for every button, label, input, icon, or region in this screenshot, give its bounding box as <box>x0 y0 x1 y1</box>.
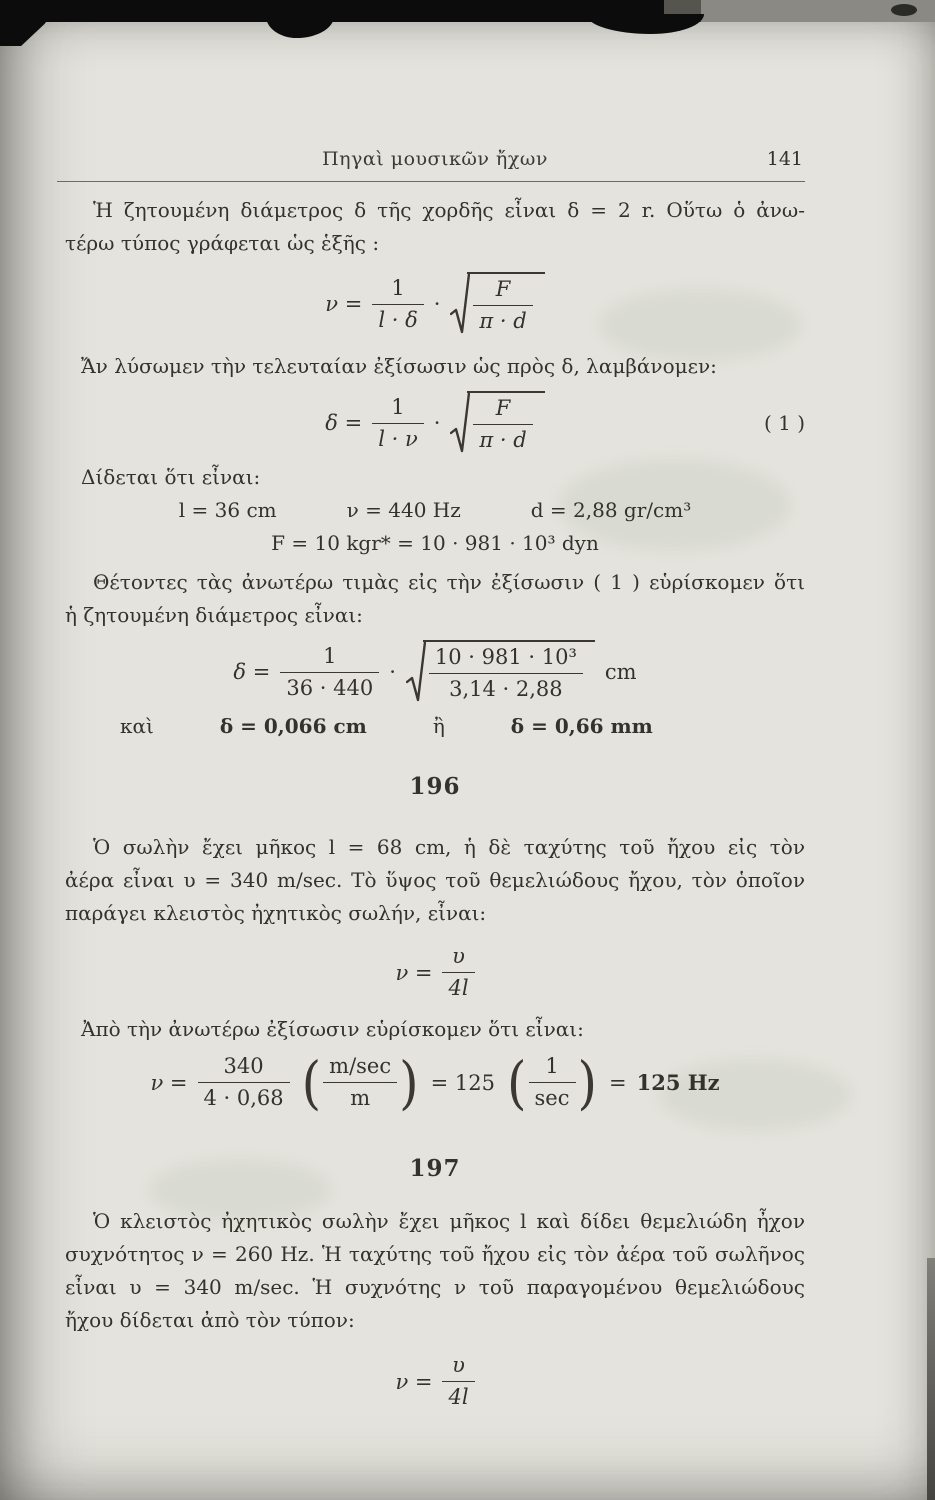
close-paren: ) <box>399 1049 419 1116</box>
numerator: 1 <box>323 643 337 668</box>
square-root <box>450 391 544 455</box>
fraction-bar <box>529 1082 576 1083</box>
page-number: 141 <box>766 148 803 170</box>
open-paren: ( <box>507 1049 527 1116</box>
denominator: 4 · 0,68 <box>203 1086 284 1110</box>
scan-tear-artifact <box>891 4 917 16</box>
equation-number: ( 1 ) <box>763 411 805 435</box>
problem-number-197: 197 <box>409 1155 461 1182</box>
formula-lhs: ν = <box>325 292 363 316</box>
numerator: υ <box>452 944 465 968</box>
fraction <box>442 1353 474 1410</box>
formula-closed-pipe <box>65 1353 805 1410</box>
radicand <box>467 272 544 336</box>
multiplication-dot: · <box>433 411 441 435</box>
equals-value: = 125 <box>430 1070 496 1095</box>
numerator: 340 <box>223 1054 264 1078</box>
paragraph-line: τέρω τύπος γράφεται ὡς ἑξῆς : <box>65 231 380 255</box>
fraction <box>442 944 474 1001</box>
paragraph-line: Ἀπὸ τὴν ἀνωτέρω ἐξίσωσιν εὑρίσκομεν ὅτι εἶναι: <box>81 1017 584 1041</box>
formula-diameter <box>65 391 805 455</box>
numerator: m/sec <box>329 1054 392 1078</box>
fraction <box>280 644 379 701</box>
paragraph-line: εἶναι υ = 340 m/sec. Ἡ συχνότης ν τοῦ παραγομένου θεμελιώδους <box>65 1275 805 1299</box>
formula-lhs: δ = <box>233 660 271 684</box>
multiplication-dot: · <box>389 660 396 684</box>
fraction <box>323 1054 397 1111</box>
fraction-bar <box>323 1082 397 1083</box>
result-word: καὶ <box>120 714 154 738</box>
result-word: ἢ <box>432 714 445 738</box>
given-values-row <box>65 494 805 527</box>
formula-frequency-numeric <box>65 1049 805 1116</box>
fraction <box>473 277 532 334</box>
header-rule <box>57 181 805 182</box>
fraction-bar <box>442 972 474 973</box>
denominator: 36 · 440 <box>286 675 374 700</box>
paragraph-line: συχνότητος ν = 260 Hz. Ἡ ταχύτης τοῦ ἤχου εἰς τὸν ἀέρα τοῦ σωλῆνος <box>65 1242 805 1266</box>
given-values-row <box>65 527 805 560</box>
fraction-bar <box>372 304 423 305</box>
fraction-bar <box>429 673 583 674</box>
formula-lhs: ν = <box>395 1369 433 1394</box>
given-value: d = 2,88 gr/cm³ <box>530 498 692 522</box>
result-value: δ = 0,66 mm <box>510 714 653 738</box>
denominator: l · δ <box>378 307 418 332</box>
denominator: π · d <box>479 309 527 333</box>
fraction-bar <box>198 1082 290 1083</box>
fraction <box>429 645 583 702</box>
close-paren: ) <box>577 1049 598 1116</box>
paragraph-line: Ὁ σωλὴν ἔχει μῆκος l = 68 cm, ἡ δὲ ταχύτης τοῦ ἤχου εἰς τὸν <box>93 835 805 859</box>
open-paren: ( <box>301 1049 322 1116</box>
numerator: 10 · 981 · 10³ <box>434 645 577 669</box>
denominator: π · d <box>479 428 527 452</box>
fraction-bar <box>473 305 532 306</box>
fraction-bar <box>372 423 424 424</box>
radicand <box>423 640 595 704</box>
formula-closed-pipe <box>65 944 805 1001</box>
fraction <box>473 396 532 453</box>
fraction-bar <box>280 672 379 673</box>
denominator: 3,14 · 2,88 <box>449 677 563 701</box>
formula-diameter-numeric <box>65 640 805 704</box>
formula-string-frequency <box>65 272 805 336</box>
numerator: F <box>495 277 511 301</box>
square-root <box>450 272 544 336</box>
paragraph-line: ἤχου δίδεται ἀπὸ τὸν τύπον: <box>65 1308 355 1332</box>
numerator: F <box>495 396 511 420</box>
paragraph-line: Ἄν λύσωμεν τὴν τελευταίαν ἐξίσωσιν ὡς πρὸς δ, λαμβάνομεν: <box>81 354 717 378</box>
formula-lhs: δ = <box>325 411 363 435</box>
formula-lhs: ν = <box>395 960 433 985</box>
problem-number-196: 196 <box>409 773 461 800</box>
result-value: δ = 0,066 cm <box>219 714 367 738</box>
multiplication-dot: · <box>433 292 441 316</box>
radicand <box>467 391 544 455</box>
fraction <box>529 1054 576 1111</box>
page-content <box>65 146 805 1410</box>
denominator: m <box>350 1086 371 1110</box>
paragraph-line: παράγει κλειστὸς ἠχητικὸς σωλήν, εἶναι: <box>65 901 487 925</box>
paragraph-line: Ἡ ζητουμένη διάμετρος δ τῆς χορδῆς εἶναι δ = 2 r. Οὕτω ὁ ἀνω- <box>93 198 805 222</box>
numerator: υ <box>452 1353 465 1377</box>
unit-label: cm <box>604 660 637 684</box>
fraction <box>198 1054 290 1111</box>
denominator: 4l <box>448 1385 469 1409</box>
paragraph-line: ἡ ζητουμένη διάμετρος εἶναι: <box>65 603 363 627</box>
fraction-bar <box>442 1381 474 1382</box>
paragraph-line: Δίδεται ὅτι εἶναι: <box>81 465 261 489</box>
denominator: 4l <box>448 976 469 1000</box>
scan-edge-shadow <box>927 1258 935 1500</box>
numerator: 1 <box>391 394 405 419</box>
parenthesized-units <box>300 1049 421 1116</box>
square-root <box>406 640 595 704</box>
numerator: 1 <box>545 1054 559 1078</box>
numerator: 1 <box>391 275 405 300</box>
scan-top-band <box>0 0 935 22</box>
paragraph-line: Ὁ κλειστὸς ἠχητικὸς σωλὴν ἔχει μῆκος l καὶ δίδει θεμελιώδη ἦχον <box>93 1209 805 1233</box>
fraction <box>372 395 424 452</box>
formula-lhs: ν = <box>150 1070 188 1095</box>
given-value: ν = 440 Hz <box>346 498 461 522</box>
fraction-bar <box>473 424 532 425</box>
parenthesized-units <box>505 1049 599 1116</box>
denominator: sec <box>534 1086 570 1110</box>
given-value: F = 10 kgr* = 10 · 981 · 10³ dyn <box>271 531 599 555</box>
paragraph-line: Θέτοντες τὰς ἀνωτέρω τιμὰς εἰς τὴν ἐξίσωσιν ( 1 ) εὑρίσκομεν ὅτι <box>93 570 805 594</box>
paragraph-line: ἀέρα εἶναι υ = 340 m/sec. Τὸ ὕψος τοῦ θεμελιώδους ἤχου, τὸν ὁποῖον <box>65 868 805 892</box>
result-value: 125 Hz <box>636 1070 720 1095</box>
equals-sign: = <box>609 1070 627 1095</box>
result-line <box>120 710 805 743</box>
page-header <box>65 146 805 178</box>
running-header-title: Πηγαὶ μουσικῶν ἤχων <box>322 148 548 170</box>
given-value: l = 36 cm <box>178 498 277 522</box>
denominator: l · ν <box>378 426 418 451</box>
fraction <box>372 276 423 333</box>
